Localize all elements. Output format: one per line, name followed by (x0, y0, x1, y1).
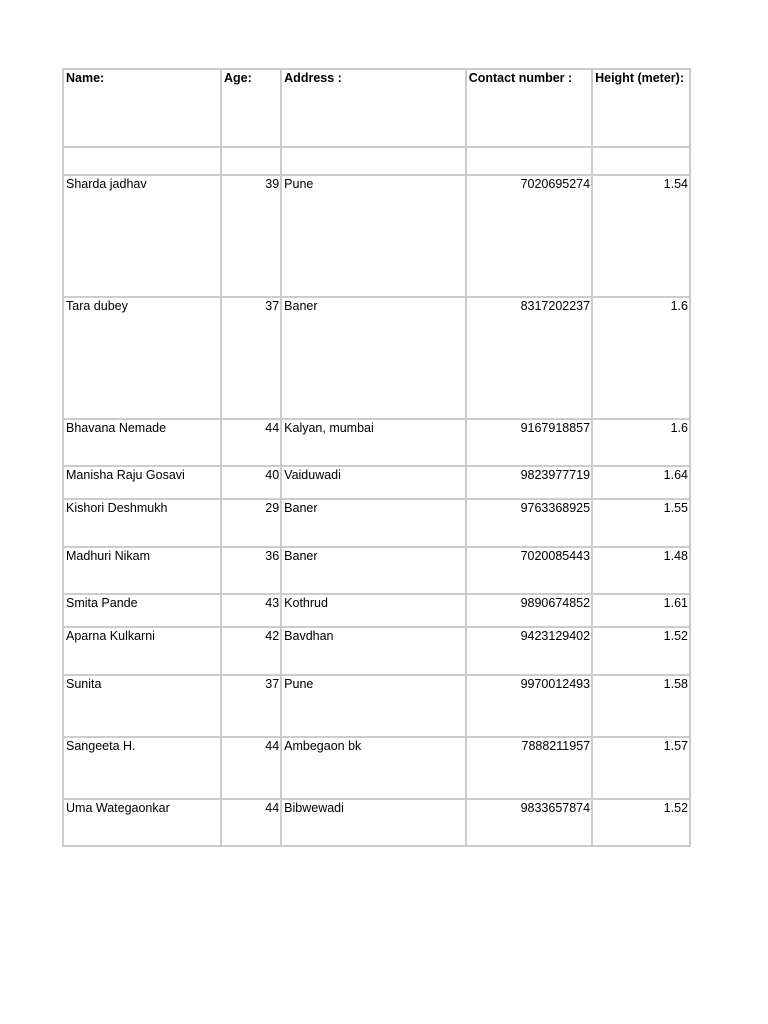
cell-height[interactable]: 1.58 (592, 675, 690, 737)
cell-age[interactable]: 44 (221, 799, 281, 846)
cell-age[interactable]: 36 (221, 547, 281, 594)
cell-age[interactable]: 40 (221, 466, 281, 499)
cell-address[interactable]: Pune (281, 675, 466, 737)
empty-cell[interactable] (592, 147, 690, 175)
table-row (63, 675, 690, 737)
empty-row (63, 147, 690, 175)
cell-name[interactable]: Sharda jadhav (63, 175, 221, 297)
table-row (63, 297, 690, 419)
table-row (63, 419, 690, 466)
cell-height[interactable]: 1.55 (592, 499, 690, 547)
table-row (63, 627, 690, 675)
cell-height[interactable]: 1.52 (592, 799, 690, 846)
header-height[interactable]: Height (meter): (592, 69, 690, 147)
cell-age[interactable]: 39 (221, 175, 281, 297)
cell-age[interactable]: 37 (221, 675, 281, 737)
table-row (63, 594, 690, 627)
cell-age[interactable]: 43 (221, 594, 281, 627)
cell-height[interactable]: 1.57 (592, 737, 690, 799)
cell-address[interactable]: Vaiduwadi (281, 466, 466, 499)
header-row (63, 69, 690, 147)
cell-name[interactable]: Uma Wategaonkar (63, 799, 221, 846)
table-body (63, 175, 690, 846)
cell-contact[interactable]: 9890674852 (466, 594, 592, 627)
cell-contact[interactable]: 8317202237 (466, 297, 592, 419)
cell-name[interactable]: Aparna Kulkarni (63, 627, 221, 675)
cell-contact[interactable]: 7888211957 (466, 737, 592, 799)
cell-age[interactable]: 42 (221, 627, 281, 675)
cell-name[interactable]: Bhavana Nemade (63, 419, 221, 466)
table-row (63, 466, 690, 499)
header-name[interactable]: Name: (63, 69, 221, 147)
cell-height[interactable]: 1.64 (592, 466, 690, 499)
cell-address[interactable]: Bibwewadi (281, 799, 466, 846)
cell-age[interactable]: 44 (221, 419, 281, 466)
cell-contact[interactable]: 9970012493 (466, 675, 592, 737)
table-row (63, 175, 690, 297)
cell-contact[interactable]: 9823977719 (466, 466, 592, 499)
empty-cell[interactable] (466, 147, 592, 175)
cell-name[interactable]: Sunita (63, 675, 221, 737)
cell-contact[interactable]: 7020085443 (466, 547, 592, 594)
cell-name[interactable]: Manisha Raju Gosavi (63, 466, 221, 499)
table-row (63, 547, 690, 594)
cell-height[interactable]: 1.54 (592, 175, 690, 297)
cell-name[interactable]: Smita Pande (63, 594, 221, 627)
table-row (63, 499, 690, 547)
cell-height[interactable]: 1.52 (592, 627, 690, 675)
header-age[interactable]: Age: (221, 69, 281, 147)
cell-height[interactable]: 1.48 (592, 547, 690, 594)
cell-contact[interactable]: 9423129402 (466, 627, 592, 675)
header-contact[interactable]: Contact number : (466, 69, 592, 147)
empty-cell[interactable] (281, 147, 466, 175)
cell-contact[interactable]: 9833657874 (466, 799, 592, 846)
table-row (63, 799, 690, 846)
cell-name[interactable]: Madhuri Nikam (63, 547, 221, 594)
cell-address[interactable]: Baner (281, 547, 466, 594)
cell-contact[interactable]: 9763368925 (466, 499, 592, 547)
empty-cell[interactable] (221, 147, 281, 175)
cell-address[interactable]: Kothrud (281, 594, 466, 627)
empty-cell[interactable] (63, 147, 221, 175)
spreadsheet-table (62, 68, 691, 847)
cell-address[interactable]: Pune (281, 175, 466, 297)
table-row (63, 737, 690, 799)
cell-address[interactable]: Baner (281, 499, 466, 547)
cell-name[interactable]: Kishori Deshmukh (63, 499, 221, 547)
cell-age[interactable]: 37 (221, 297, 281, 419)
cell-height[interactable]: 1.6 (592, 419, 690, 466)
cell-address[interactable]: Ambegaon bk (281, 737, 466, 799)
cell-contact[interactable]: 7020695274 (466, 175, 592, 297)
cell-name[interactable]: Tara dubey (63, 297, 221, 419)
cell-age[interactable]: 44 (221, 737, 281, 799)
cell-name[interactable]: Sangeeta H. (63, 737, 221, 799)
header-address[interactable]: Address : (281, 69, 466, 147)
cell-height[interactable]: 1.6 (592, 297, 690, 419)
cell-address[interactable]: Baner (281, 297, 466, 419)
cell-height[interactable]: 1.61 (592, 594, 690, 627)
cell-address[interactable]: Kalyan, mumbai (281, 419, 466, 466)
cell-contact[interactable]: 9167918857 (466, 419, 592, 466)
cell-address[interactable]: Bavdhan (281, 627, 466, 675)
cell-age[interactable]: 29 (221, 499, 281, 547)
